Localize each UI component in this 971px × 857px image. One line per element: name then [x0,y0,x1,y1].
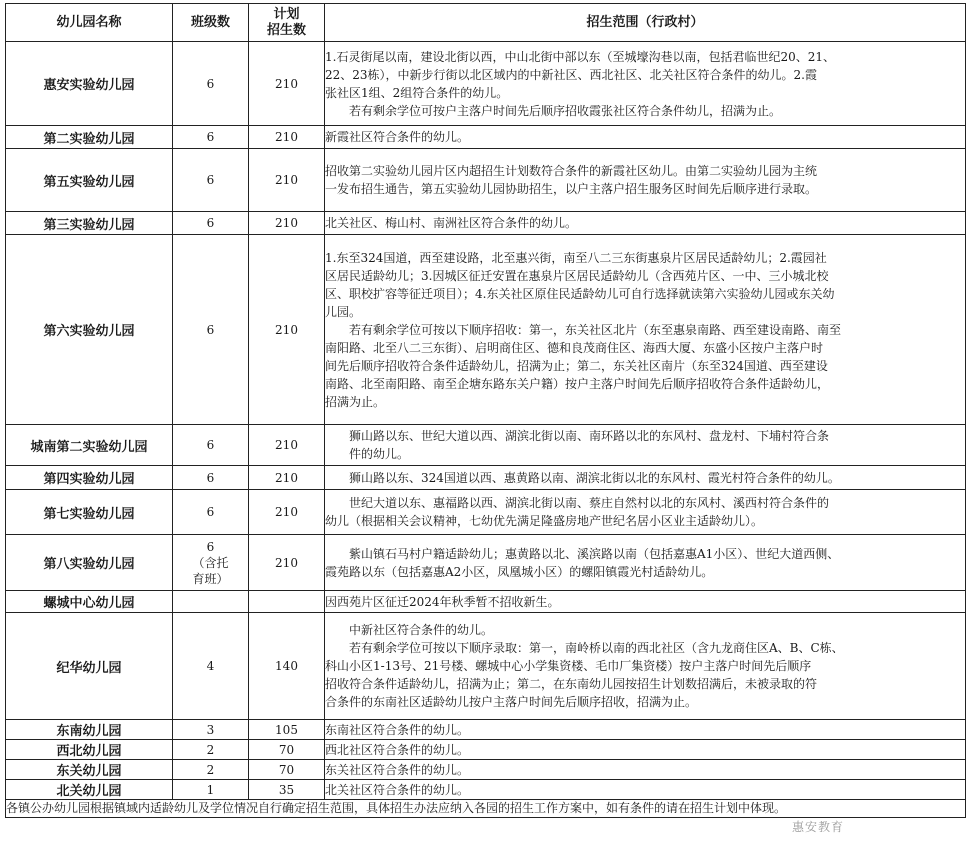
planned-enrollment: 35 [249,780,325,800]
planned-enrollment: 210 [249,126,325,149]
class-count: 6 [173,149,249,212]
kindergarten-name: 第六实验幼儿园 [6,235,173,425]
kindergarten-name: 第二实验幼儿园 [6,126,173,149]
kindergarten-name: 第四实验幼儿园 [6,466,173,490]
scope-line: 南阳路、北至八二三东街）、启明商住区、德和良茂商住区、海西大厦、东盛小区按户主落户时 [325,340,824,355]
enrollment-scope [325,490,966,535]
planned-enrollment: 210 [249,212,325,235]
table-row [6,42,966,126]
enrollment-scope [325,613,966,720]
planned-enrollment: 210 [249,490,325,535]
class-count [173,591,249,613]
scope-line: 若有剩余学位可按以下顺序录取：第一，南岭桥以南的西北社区（含九龙商住区A、B、C栋、 [349,641,844,655]
class-count: 2 [173,760,249,780]
kindergarten-name: 螺城中心幼儿园 [6,591,173,613]
scope-line: 北关社区符合条件的幼儿。 [325,782,470,797]
scope-line: 若有剩余学位可按户主落户时间先后顺序招收霞张社区符合条件幼儿，招满为止。 [349,103,782,118]
scope-line: 件的幼儿。 [349,447,410,461]
table-row [6,212,966,235]
scope-line: 22、23栋），中新步行街以北区域内的中新社区、西北社区、北关社区符合条件的幼儿。2.霞 [325,67,817,82]
table-row [6,613,966,720]
planned-enrollment: 105 [249,720,325,740]
class-count: 2 [173,740,249,760]
scope-line: 狮山路以东、324国道以西、惠黄路以南、湖滨北街以北的东风村、霞光村符合条件的幼儿。 [349,470,840,485]
planned-enrollment: 210 [249,466,325,490]
scope-line: 张社区1组、2组符合条件的幼儿。 [325,85,509,100]
planned-enrollment: 210 [249,425,325,466]
scope-line: 南路、北至南阳路、南至企塘东路东关户籍）按户主落户时间先后顺序招收符合条件适龄幼儿， [325,376,830,391]
scope-line: 幼儿（根据相关会议精神，七幼优先满足隆盛房地产世纪名居小区业主适龄幼儿）。 [325,514,764,528]
scope-line: 间先后顺序招收符合条件适龄幼儿，招满为止；第二，东关社区南片（东至324国道、西至建设 [325,358,828,373]
header-scope: 招生范围（行政村） [325,4,966,42]
scope-line: 区、职校扩容等征迁项目）；4.东关社区原住民适龄幼儿可自行选择就读第六实验幼儿园或东关幼 [325,286,835,301]
class-count: 6 [173,212,249,235]
enrollment-scope [325,740,966,760]
scope-line: 世纪大道以东、惠福路以西、湖滨北街以南、蔡庄自然村以北的东风村、溪西村符合条件的 [349,496,830,510]
enrollment-scope [325,425,966,466]
planned-enrollment: 140 [249,613,325,720]
kindergarten-name: 惠安实验幼儿园 [6,42,173,126]
scope-line: 若有剩余学位可按以下顺序招收：第一，东关社区北片（东至惠泉南路、西至建设南路、南至 [349,322,842,337]
class-count: 6 [173,235,249,425]
table-row [6,740,966,760]
class-count: 6 [173,425,249,466]
class-count [173,535,249,591]
class-count: 1 [173,780,249,800]
table-row [6,535,966,591]
scope-line: 招收第二实验幼儿园片区内超招生计划数符合条件的新霞社区幼儿。由第二实验幼儿园为主统 [325,164,818,178]
kindergarten-name: 城南第二实验幼儿园 [6,425,173,466]
scope-line: 一发布招生通告，第五实验幼儿园协助招生，以户主落户招生服务区时间先后顺序进行录取。 [325,182,818,196]
kindergarten-name: 第五实验幼儿园 [6,149,173,212]
watermark: 惠安教育 [792,820,845,834]
footnote-row [6,800,966,818]
kindergarten-name: 第七实验幼儿园 [6,490,173,535]
class-count: 4 [173,613,249,720]
scope-line: 1.东至324国道，西至建设路，北至惠兴街，南至八二三东街惠泉片区居民适龄幼儿；2.霞园社 [325,250,827,265]
enrollment-scope [325,466,966,490]
planned-enrollment: 70 [249,760,325,780]
kindergarten-name: 北关幼儿园 [6,780,173,800]
table-row [6,760,966,780]
kindergarten-name: 第三实验幼儿园 [6,212,173,235]
enrollment-scope [325,126,966,149]
enrollment-scope [325,760,966,780]
class-count-line: 育班） [192,571,229,586]
scope-line: 北关社区、梅山村、南洲社区符合条件的幼儿。 [325,216,578,230]
enrollment-scope [325,780,966,800]
planned-enrollment: 210 [249,149,325,212]
scope-line: 狮山路以东、世纪大道以西、湖滨北街以南、南环路以北的东风村、盘龙村、下埔村符合条 [349,429,830,443]
table-header-row [6,4,966,42]
table-row [6,149,966,212]
class-count-line: 6 [206,539,215,554]
footnote: 各镇公办幼儿园根据镇域内适龄幼儿及学位情况自行确定招生范围，具体招生办法应纳入各园的招生工作方案中，如有条件的请在招生计划中体现。 [6,800,966,818]
scope-line: 合条件的东南社区适龄幼儿按户主落户时间先后顺序招收，招满为止。 [325,695,698,709]
scope-line: 东关社区符合条件的幼儿。 [325,762,470,777]
enrollment-scope [325,149,966,212]
kindergarten-name: 东南幼儿园 [6,720,173,740]
table-row [6,591,966,613]
kindergarten-name: 西北幼儿园 [6,740,173,760]
kindergarten-name: 纪华幼儿园 [6,613,173,720]
class-count: 6 [173,42,249,126]
table-row [6,235,966,425]
scope-line: 新霞社区符合条件的幼儿。 [325,130,470,144]
scope-line: 儿园。 [325,304,362,319]
kindergarten-name: 第八实验幼儿园 [6,535,173,591]
header-plan-line1: 计划 [273,6,300,22]
scope-line: 紫山镇石马村户籍适龄幼儿；惠黄路以北、溪滨路以南（包括嘉惠A1小区）、世纪大道西侧、 [349,546,840,561]
table-row [6,490,966,535]
header-plan-line2: 招生数 [266,22,306,38]
planned-enrollment: 210 [249,42,325,126]
scope-line: 东南社区符合条件的幼儿。 [325,722,470,737]
planned-enrollment [249,591,325,613]
enrollment-scope [325,535,966,591]
class-count: 6 [173,466,249,490]
admission-table [5,3,966,818]
planned-enrollment: 210 [249,235,325,425]
scope-line: 1.石灵街尾以南，建设北街以西，中山北街中部以东（至城壕沟巷以南，包括君临世纪20、21、 [325,49,835,64]
class-count: 6 [173,126,249,149]
class-count-line: （含托 [192,555,229,570]
scope-line: 科山小区1-13号、21号楼、螺城中心小学集资楼、毛巾厂集资楼）按户主落户时间先后顺序 [325,659,812,673]
class-count: 3 [173,720,249,740]
header-name: 幼儿园名称 [6,4,173,42]
planned-enrollment: 70 [249,740,325,760]
kindergarten-name: 东关幼儿园 [6,760,173,780]
scope-line: 招满为止。 [325,394,386,409]
scope-line: 区居民适龄幼儿；3.因城区征迁安置在惠泉片区居民适龄幼儿（含西苑片区、一中、三小城北校 [325,268,829,283]
class-count: 6 [173,490,249,535]
scope-line: 霞苑路以东（包括嘉惠A2小区，凤凰城小区）的螺阳镇霞光村适龄幼儿。 [325,564,714,579]
planned-enrollment: 210 [249,535,325,591]
table-row [6,126,966,149]
enrollment-scope [325,42,966,126]
table-row [6,780,966,800]
table-row [6,720,966,740]
scope-line: 西北社区符合条件的幼儿。 [325,742,470,757]
table-row [6,425,966,466]
scope-line: 招收符合条件适龄幼儿，招满为止；第二，在东南幼儿园按招生计划数招满后，未被录取的符 [325,677,818,691]
scope-line: 因西苑片区征迁2024年秋季暂不招收新生。 [325,594,560,609]
enrollment-scope [325,591,966,613]
enrollment-scope [325,720,966,740]
scope-line: 中新社区符合条件的幼儿。 [349,623,494,637]
enrollment-scope [325,212,966,235]
header-plan [249,4,325,42]
header-classes: 班级数 [173,4,249,42]
table-row [6,466,966,490]
enrollment-scope [325,235,966,425]
